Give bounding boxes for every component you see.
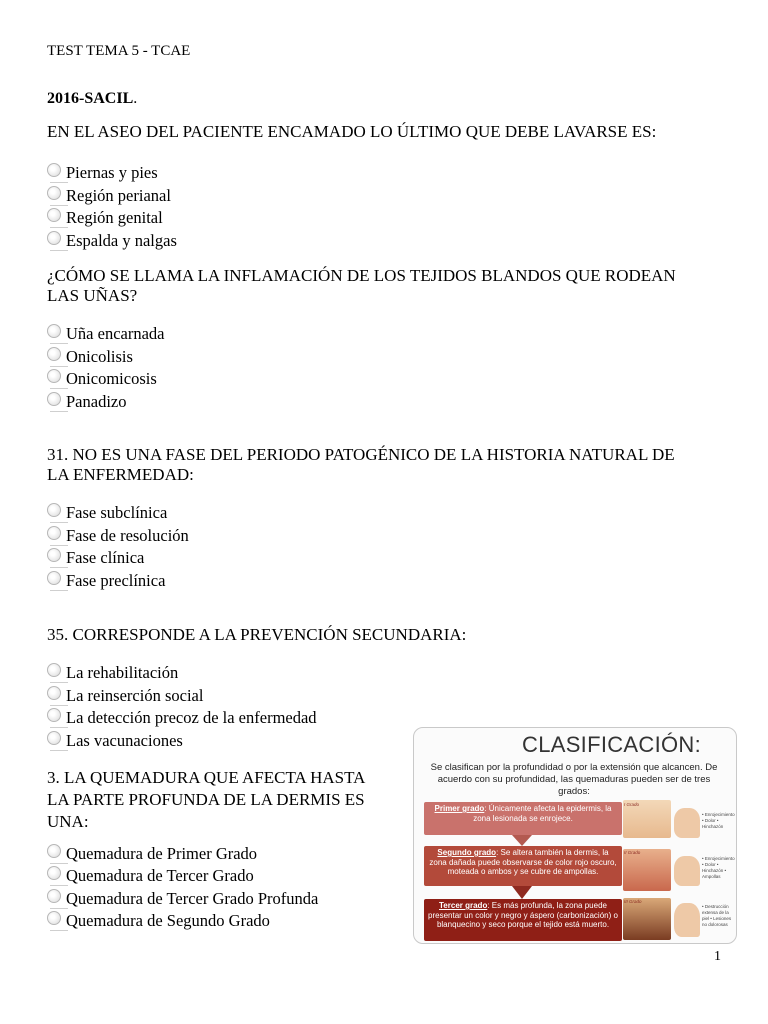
second-degree-box [424,846,622,886]
radio-button-icon[interactable] [47,526,61,540]
question-1-text: EN EL ASEO DEL PACIENTE ENCAMADO LO ÚLTIMO QUE DEBE LAVARSE ES: [47,122,657,141]
option-label: La reinserción social [66,686,204,705]
figure-intro: Se clasifican por la profundidad o por la extensión que alcancen. De acuerdo con su profundidad, las quemaduras pueden ser de tres grados: [430,762,718,797]
option-label: La rehabilitación [66,663,179,682]
question-2-line-1: ¿CÓMO SE LLAMA LA INFLAMACIÓN DE LOS TEJIDOS BLANDOS QUE RODEAN [47,266,676,285]
option-label: Quemadura de Segundo Grado [66,911,270,930]
foot-illustration [674,856,700,886]
second-degree-tag: II Grado [624,850,641,855]
radio-button-icon[interactable] [47,392,61,406]
arrow-down-icon [512,835,532,846]
question-4-option-4[interactable] [47,730,183,752]
third-degree-label: Tercer grado [439,901,488,910]
question-5-option-1[interactable] [47,843,257,865]
radio-button-icon[interactable] [47,208,61,222]
question-5-line-1: 3. LA QUEMADURA QUE AFECTA HASTA [47,768,366,787]
figure-title: CLASIFICACIÓN: [522,732,702,757]
question-2-option-4[interactable] [47,391,126,413]
radio-button-icon[interactable] [47,731,61,745]
option-label: Fase subclínica [66,503,168,522]
radio-button-icon[interactable] [47,163,61,177]
question-5-line-3: UNA: [47,812,89,831]
radio-button-icon[interactable] [47,686,61,700]
third-degree-box [424,899,622,941]
question-1-option-2[interactable] [47,185,171,207]
question-3-option-3[interactable] [47,547,144,569]
radio-button-icon[interactable] [47,663,61,677]
question-5-option-4[interactable] [47,910,270,932]
foot-illustration [674,808,700,838]
page-number: 1 [714,949,721,964]
option-label: Fase clínica [66,548,145,567]
radio-button-icon[interactable] [47,503,61,517]
option-label: Quemadura de Tercer Grado Profunda [66,889,319,908]
option-label: Espalda y nalgas [66,231,177,250]
question-3-option-1[interactable] [47,502,167,524]
exam-source-period: . [133,90,138,107]
option-label: Piernas y pies [66,163,158,182]
radio-button-icon[interactable] [47,324,61,338]
option-label: Fase preclínica [66,571,166,590]
option-label: La detección precoz de la enfermedad [66,708,317,727]
question-3-option-2[interactable] [47,525,189,547]
question-3-option-4[interactable] [47,570,165,592]
radio-button-icon[interactable] [47,369,61,383]
question-2-option-1[interactable] [47,323,164,345]
question-5-option-2[interactable] [47,865,254,887]
option-label: Región perianal [66,186,171,205]
question-3-line-1: 31. NO ES UNA FASE DEL PERIODO PATOGÉNICO DE LA HISTORIA NATURAL DE [47,445,675,464]
radio-button-icon[interactable] [47,231,61,245]
question-4-option-3[interactable] [47,707,317,729]
question-5-text [47,767,365,833]
page-header: TEST TEMA 5 - TCAE [47,43,191,59]
question-4-option-1[interactable] [47,662,178,684]
first-degree-label: Primer grado [434,804,485,813]
question-5-option-3[interactable] [47,888,318,910]
arrow-down-icon [512,886,532,899]
question-3-line-2: LA ENFERMEDAD: [47,465,194,484]
exam-source-text: 2016-SACIL [47,90,134,107]
option-label: Fase de resolución [66,526,189,545]
option-label: Panadizo [66,392,127,411]
radio-button-icon[interactable] [47,866,61,880]
second-degree-skin-illustration [623,849,671,891]
option-label: Región genital [66,208,163,227]
option-label: Quemadura de Primer Grado [66,844,258,863]
radio-button-icon[interactable] [47,186,61,200]
radio-button-icon[interactable] [47,347,61,361]
first-degree-symptoms: • Enrojecimiento • Dolor • Hinchazón [702,812,735,829]
radio-button-icon[interactable] [47,708,61,722]
first-degree-tag: I Grado [624,802,640,807]
radio-button-icon[interactable] [47,844,61,858]
third-degree-tag: III Grado [624,899,642,904]
second-degree-symptoms: • Enrojecimiento • Dolor • Hinchazón • Ampollas [702,856,735,879]
question-2-line-2: LAS UÑAS? [47,286,138,305]
question-2-option-2[interactable] [47,346,133,368]
question-5-line-2: LA PARTE PROFUNDA DE LA DERMIS ES [47,790,365,809]
question-1-option-1[interactable] [47,162,158,184]
first-degree-text: : Únicamente afecta la epidermis, la zona lesionada se enrojece. [473,804,612,823]
question-1-option-3[interactable] [47,207,163,229]
burn-classification-figure [413,727,737,944]
question-4-text: 35. CORRESPONDE A LA PREVENCIÓN SECUNDARIA: [47,625,467,644]
third-degree-skin-illustration [623,898,671,940]
radio-button-icon[interactable] [47,548,61,562]
question-2-text [47,266,676,306]
option-label: Onicolisis [66,347,133,366]
option-label: Onicomicosis [66,369,157,388]
foot-illustration [674,903,700,937]
second-degree-text: : Se altera también la dermis, la zona dañada puede observarse de color rojo oscuro, moteada o ambos y se cubre de ampollas. [429,848,617,876]
third-degree-symptoms: • Destrucción extensa de la piel • Lesiones no dolorosas [702,904,732,927]
option-label: Quemadura de Tercer Grado [66,866,254,885]
question-1-option-4[interactable] [47,230,177,252]
question-4-option-2[interactable] [47,685,203,707]
question-2-option-3[interactable] [47,368,157,390]
second-degree-label: Segundo grado [437,848,497,857]
question-3-text [47,445,675,485]
option-label: Las vacunaciones [66,731,183,750]
radio-button-icon[interactable] [47,889,61,903]
third-degree-text: : Es más profunda, la zona puede presentar un color y negro y áspero (carbonización) o blanquecino y seco porque el tejido está muerto. [428,901,618,929]
first-degree-box [424,802,622,835]
option-label: Uña encarnada [66,324,165,343]
radio-button-icon[interactable] [47,571,61,585]
exam-source-label [47,90,137,108]
radio-button-icon[interactable] [47,911,61,925]
